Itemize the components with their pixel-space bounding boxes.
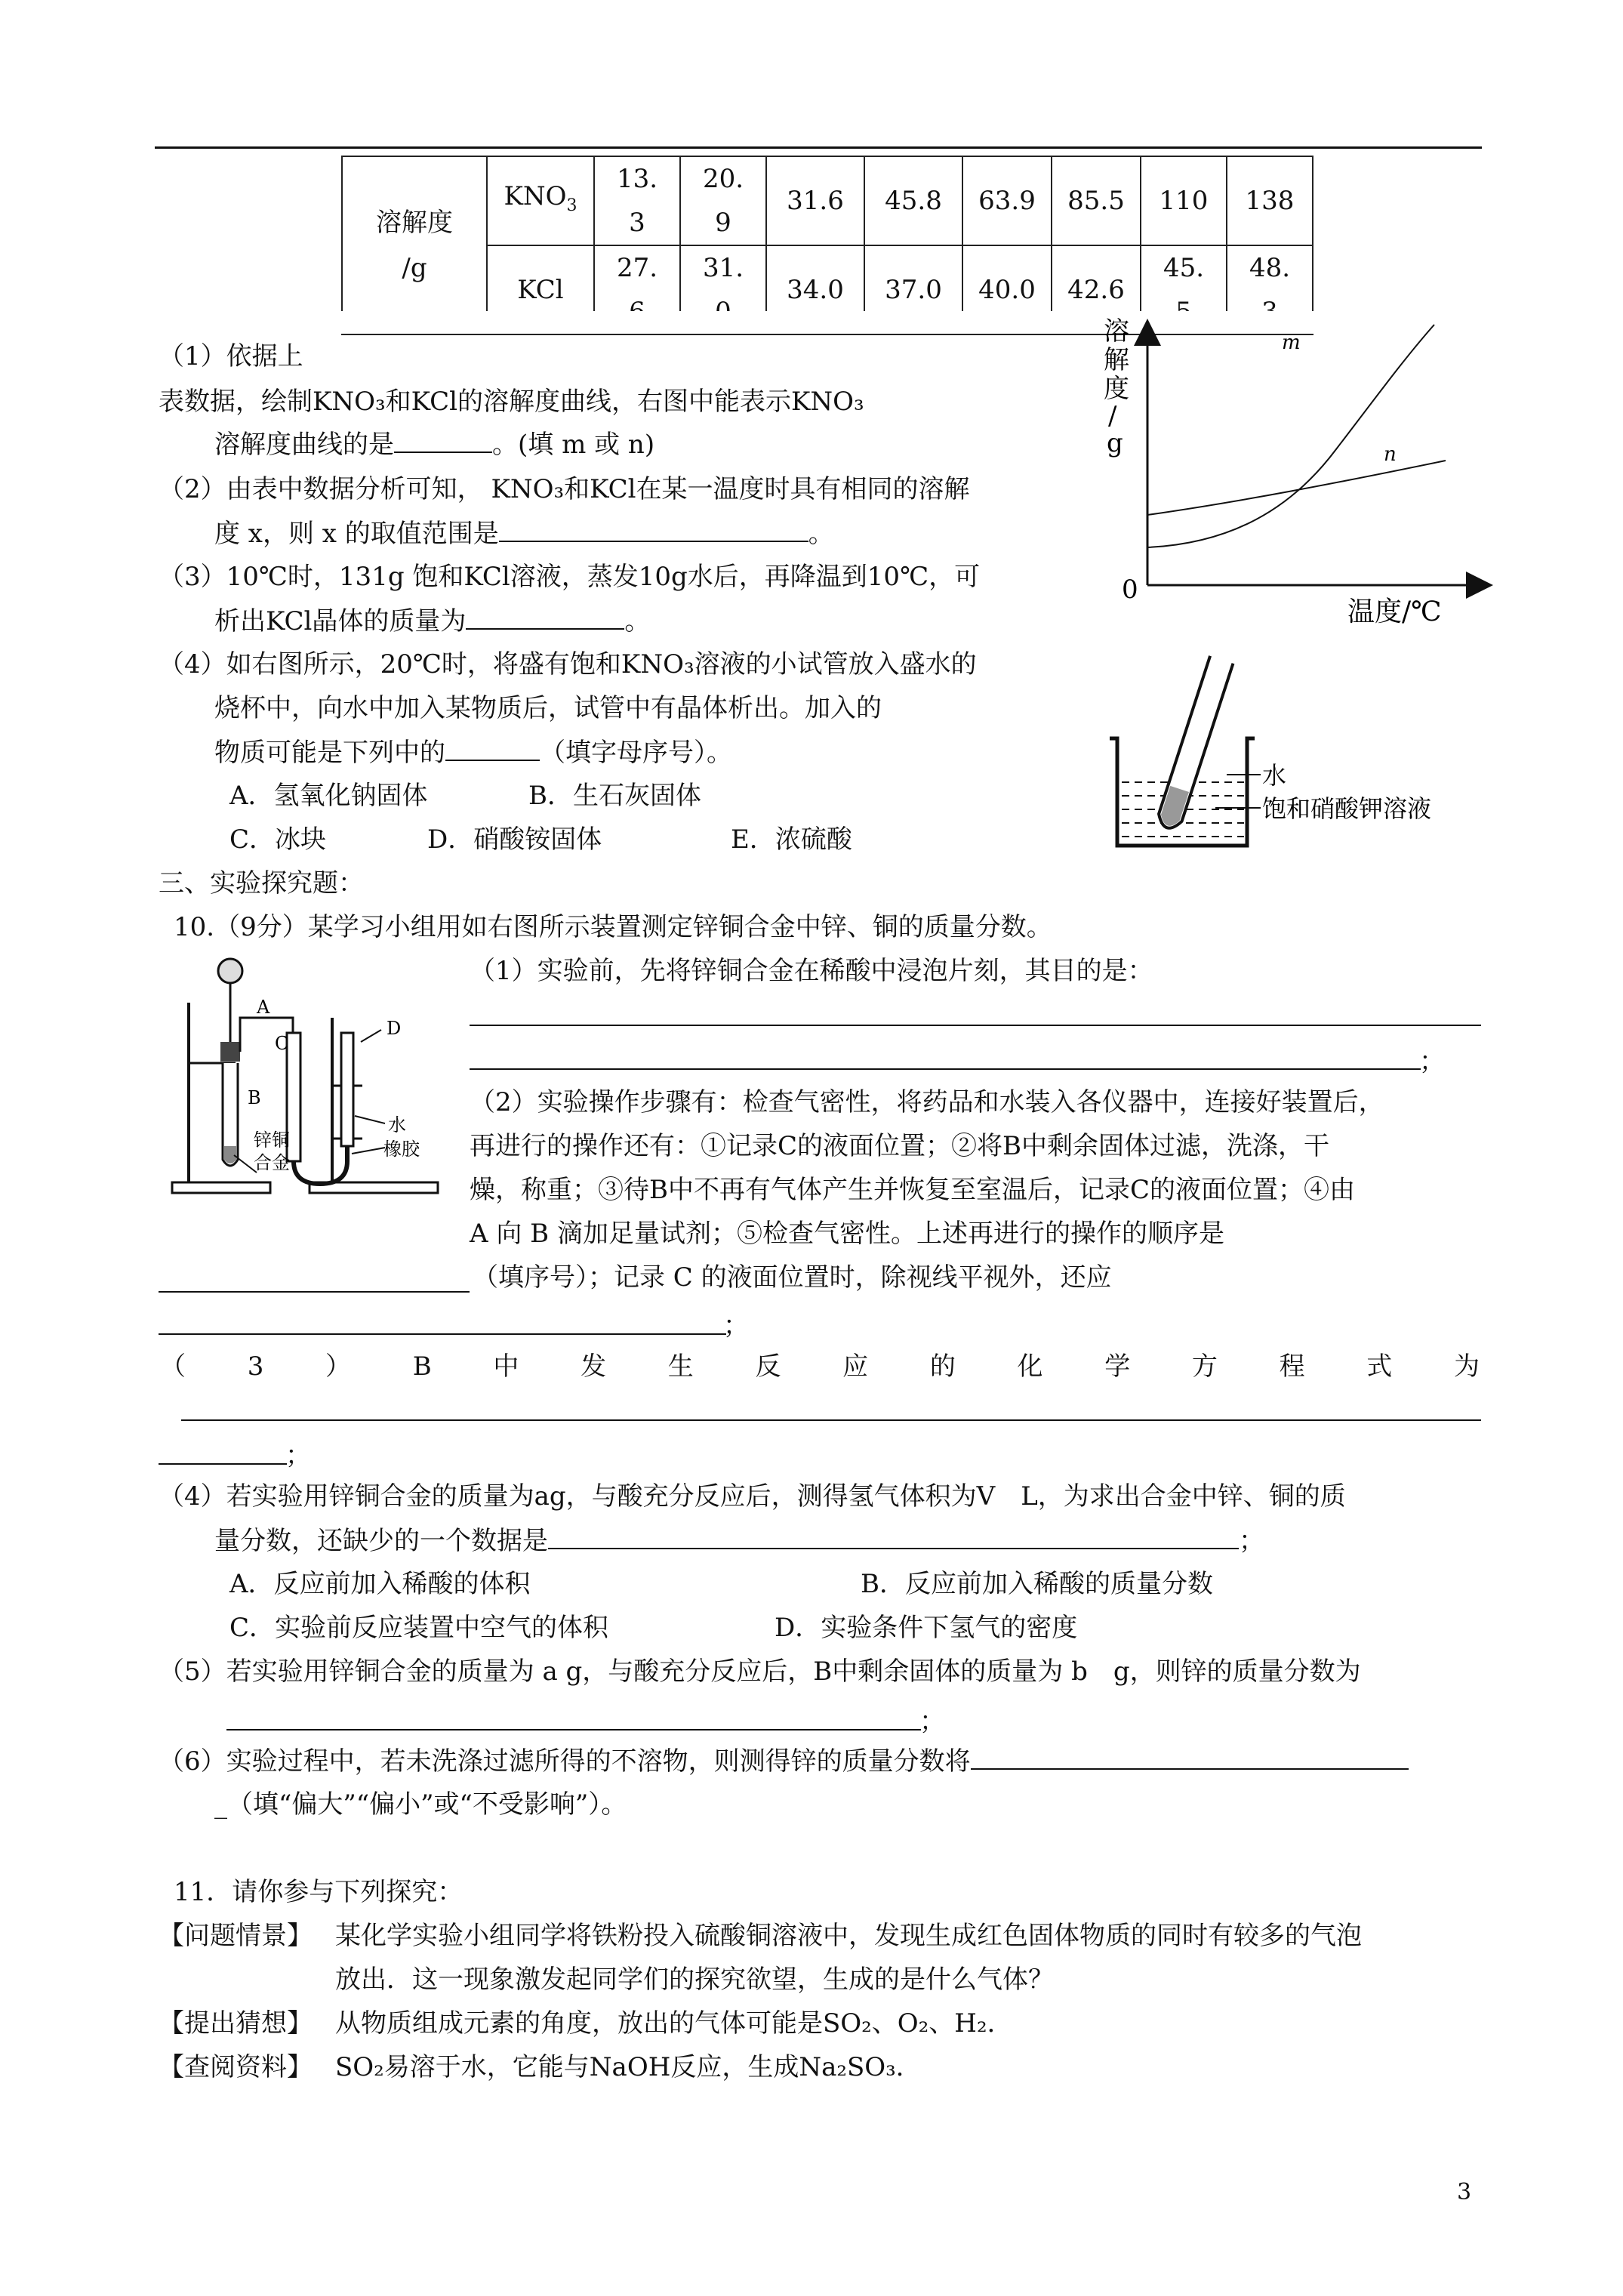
cell-value-line: 63.9 <box>978 186 1036 216</box>
q10-part3-char: 化 <box>1017 1351 1043 1382</box>
kno3-cell <box>1141 156 1227 245</box>
q10-part3-char: 学 <box>1104 1351 1131 1382</box>
q10-part2-line3: 燥，称重；③待B中不再有气体产生并恢复至室温后，记录C的液面位置；④由 <box>470 1175 1355 1205</box>
stand-base-left <box>172 1182 270 1193</box>
label-a: A <box>257 997 270 1018</box>
q11-situation-line1: 某化学实验小组同学将铁粉投入硫酸铜溶液中，发现生成红色固体物质的同时有较多的气泡 <box>335 1921 1362 1951</box>
q10-part3-char: 为 <box>1453 1351 1480 1382</box>
q10-part1: （1）实验前，先将锌铜合金在稀酸中浸泡片刻，其目的是： <box>470 956 1153 986</box>
q10-part2-line2: 再进行的操作还有：①记录C的液面位置；②将B中剩余固体过滤，洗涤，干 <box>470 1131 1329 1161</box>
cell-value-line: 31.6 <box>787 186 844 216</box>
q10-zinc-fraction-blank[interactable] <box>226 1729 921 1730</box>
q10-part3-char: 生 <box>667 1351 694 1382</box>
solubility-graph <box>1087 317 1495 634</box>
cell-value-line: 34.0 <box>787 275 844 305</box>
label-rubber: 橡胶 <box>383 1139 420 1160</box>
q10-part3-char: 方 <box>1191 1351 1218 1382</box>
curve-m <box>1147 325 1434 547</box>
q9-option-d: D．硝酸铵固体 <box>427 824 602 855</box>
q9-part2-line1: （2）由表中数据分析可知， KNO₃和KCl在某一温度时具有相同的溶解 <box>159 474 970 504</box>
q10-option-b: B．反应前加入稀酸的质量分数 <box>861 1569 1213 1599</box>
q9-part4-line1: （4）如右图所示，20℃时，将盛有饱和KNO₃溶液的小试管放入盛水的 <box>159 649 977 680</box>
q10-also-blank[interactable] <box>159 1333 726 1335</box>
cell-value-line: 48. <box>1249 253 1291 283</box>
q9-part4-line3: 物质可能是下列中的 （填字母序号）。 <box>214 738 732 768</box>
kno3-cell <box>962 156 1052 245</box>
q10-part3-char: （ <box>160 1351 186 1382</box>
y-label-2: 解 <box>1104 345 1129 375</box>
blank-effect[interactable] <box>971 1746 1409 1770</box>
kno3-cell <box>680 156 766 245</box>
q10-option-c: C．实验前反应装置中空气的体积 <box>229 1613 609 1643</box>
q10-part3-char: 式 <box>1366 1351 1393 1382</box>
q10-part3-char: 发 <box>581 1351 607 1382</box>
q10-part3-char: B <box>412 1351 432 1382</box>
cell-value-line: 40.0 <box>978 275 1036 305</box>
kno3-label-cell: $KNO_3$ <box>487 156 594 245</box>
q10-equation-blank-2[interactable] <box>159 1463 287 1465</box>
x-label: 温度/℃ <box>1347 596 1442 627</box>
label-d: D <box>387 1018 402 1039</box>
water-label: 水 <box>1262 761 1287 790</box>
kno3-cell <box>594 156 680 245</box>
test-tube <box>1156 656 1233 831</box>
q10-part4-line2: 量分数，还缺少的一个数据是 ； <box>214 1526 1264 1556</box>
curve-n-label: n <box>1384 443 1397 466</box>
cell-value-line: 9 <box>715 208 731 238</box>
q10-part5-semicolon: ； <box>919 1706 945 1737</box>
q11-situation-line2: 放出．这一现象激发起同学们的探究欲望，生成的是什么气体？ <box>335 1965 1054 1995</box>
apparatus-figure <box>159 957 445 1199</box>
q10-option-d: D．实验条件下氢气的密度 <box>775 1613 1078 1643</box>
cell-value-line: 37.0 <box>885 275 942 305</box>
row-header-solubility: 溶解度 <box>376 208 453 238</box>
label-alloy-1: 锌铜 <box>254 1130 290 1151</box>
q11-title: 11．请你参与下列探究： <box>174 1877 463 1907</box>
y-label-5: g <box>1107 428 1123 458</box>
cell-value-line: 27. <box>616 253 658 283</box>
q9-part2-line2: 度 x，则 x 的取值范围是 。 <box>214 519 834 549</box>
blank-substance[interactable] <box>445 737 540 761</box>
q9-part1-line3: 溶解度曲线的是 。(填 m 或 n) <box>214 430 655 460</box>
cell-value-line: 45. <box>1163 253 1205 283</box>
section-heading: 三、实验探究题： <box>159 868 364 898</box>
cell-value-line: 13. <box>616 164 658 194</box>
q10-part3-semicolon: ； <box>285 1441 311 1471</box>
q10-part1-answer-line1[interactable] <box>470 1025 1481 1026</box>
cell-value-line: 31. <box>702 253 744 283</box>
q10-part6-line1: （6）实验过程中，若未洗涤过滤所得的不溶物，则测得锌的质量分数将 <box>159 1746 1409 1777</box>
kno3-cell <box>1227 156 1313 245</box>
q10-part3-char: 程 <box>1279 1351 1305 1382</box>
label-alloy-2: 合金 <box>254 1152 290 1173</box>
y-label-3: 度 <box>1104 374 1129 404</box>
q10-part3-char: ） <box>325 1351 352 1382</box>
connector-a <box>240 1018 293 1092</box>
q9-option-a: A．氢氧化钠固体 <box>229 781 428 811</box>
curve-m-label: m <box>1282 331 1301 354</box>
table-row-header <box>342 156 487 334</box>
blank-kcl-mass[interactable] <box>466 606 624 630</box>
q10-part2-line1: （2）实验操作步骤有：检查气密性，将药品和水装入各仪器中，连接好装置后， <box>470 1087 1384 1117</box>
q11-reference-tag: 【查阅资料】 <box>159 2052 313 2082</box>
cell-value-line: 3 <box>629 208 645 238</box>
q9-part1-line1: （1）依据上 <box>159 341 303 371</box>
q10-option-a: A．反应前加入稀酸的体积 <box>229 1569 531 1599</box>
q9-option-b: B．生石灰固体 <box>528 781 701 811</box>
q10-part3-line <box>160 1351 1480 1382</box>
cell-value-line: 85.5 <box>1067 186 1125 216</box>
label-water: 水 <box>388 1114 406 1136</box>
q10-part6-line2: _（填“偏大”“偏小”或“不受影响”）。 <box>214 1789 627 1820</box>
funnel-bulb <box>218 959 242 983</box>
row-header-unit: /g <box>402 253 427 283</box>
q10-title: 10.（9分）某学习小组用如右图所示装置测定锌铜合金中锌、铜的质量分数。 <box>174 912 1052 942</box>
cell-value-line: 110 <box>1159 186 1209 216</box>
q10-part5-line1: （5）若实验用锌铜合金的质量为 a g，与酸充分反应后，B中剩余固体的质量为 b g，则锌的质量分数为 <box>159 1657 1361 1687</box>
kno3-cell <box>864 156 962 245</box>
label-b: B <box>248 1087 261 1108</box>
q9-part3-line1: （3）10℃时，131g 饱和KCl溶液，蒸发10g水后，再降温到10℃，可 <box>159 562 981 592</box>
cell-value-line: 138 <box>1245 186 1295 216</box>
q11-hypothesis-tag: 【提出猜想】 <box>159 2008 313 2039</box>
y-label-1: 溶 <box>1104 317 1129 347</box>
q10-part1-semicolon: ； <box>1419 1046 1445 1077</box>
q10-part1-answer-line2[interactable] <box>470 1068 1421 1070</box>
q10-part2-line5: （填序号）；记录 C 的液面位置时，除视线平视外，还应 <box>473 1262 1112 1293</box>
label-c: C <box>275 1033 289 1054</box>
beaker-figure <box>1102 648 1449 859</box>
q10-part2-line4: A 向 B 滴加足量试剂；⑤检查气密性。上述再进行的操作的顺序是 <box>470 1219 1224 1249</box>
kno3-cell <box>766 156 864 245</box>
page-number: 3 <box>1457 2179 1472 2205</box>
q11-situation-tag: 【问题情景】 <box>159 1921 313 1951</box>
q9-part4-line2: 烧杯中，向水中加入某物质后，试管中有晶体析出。加入的 <box>214 693 882 723</box>
header-rule <box>155 146 1482 149</box>
q10-part3-char: 应 <box>842 1351 869 1382</box>
blank-curve[interactable] <box>394 429 492 453</box>
cell-value-line: 20. <box>702 164 744 194</box>
q11-hypothesis: 从物质组成元素的角度，放出的气体可能是SO₂、O₂、H₂． <box>335 2008 1013 2039</box>
q11-reference: SO₂易溶于水，它能与NaOH反应，生成Na₂SO₃． <box>335 2052 922 2082</box>
curve-n <box>1147 461 1446 515</box>
blank-missing-data[interactable] <box>548 1525 1239 1549</box>
cell-value-line: 45.8 <box>885 186 942 216</box>
y-label-4: / <box>1108 401 1117 431</box>
q10-equation-blank-1[interactable] <box>181 1419 1481 1421</box>
q9-part1-line2: 表数据，绘制KNO₃和KCl的溶解度曲线，右图中能表示KNO₃ <box>159 387 864 417</box>
q10-part4-line1: （4）若实验用锌铜合金的质量为ag，与酸充分反应后，测得氢气体积为V L，为求出合金中锌、铜的质 <box>159 1481 1346 1512</box>
q10-part3-char: 的 <box>929 1351 956 1382</box>
origin-label: 0 <box>1122 575 1138 605</box>
q9-option-e: E．浓硫酸 <box>731 824 852 855</box>
q10-order-blank[interactable] <box>159 1291 470 1293</box>
solution-label: 饱和硝酸钾溶液 <box>1262 794 1432 823</box>
q10-part2-semicolon: ； <box>723 1311 749 1341</box>
q9-option-c: C．冰块 <box>229 824 327 855</box>
q10-part3-char: 反 <box>755 1351 781 1382</box>
solubility-table <box>341 156 1313 335</box>
tube-d <box>341 1033 353 1146</box>
cell-value-line: 42.6 <box>1067 275 1125 305</box>
q10-part3-char: 中 <box>493 1351 519 1382</box>
kno3-cell <box>1052 156 1141 245</box>
blank-x-range[interactable] <box>499 518 808 542</box>
q9-part3-line2: 析出KCl晶体的质量为 。 <box>214 606 651 636</box>
kcl-label-cell: KCl <box>487 245 594 334</box>
q10-part3-char: 3 <box>247 1351 264 1382</box>
